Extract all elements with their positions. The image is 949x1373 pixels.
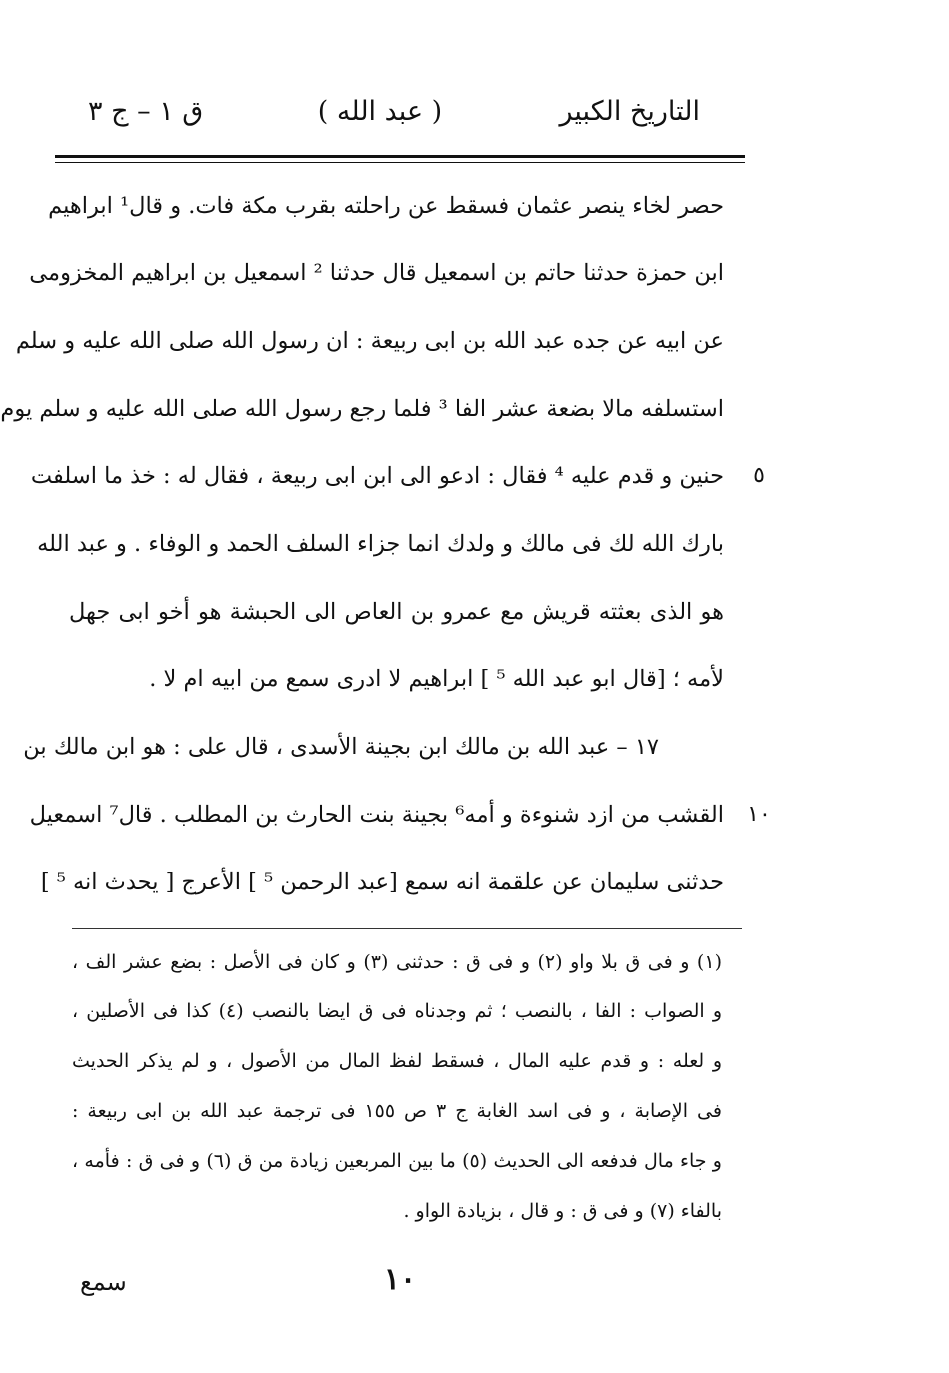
section-title: ( عبد الله ) <box>317 96 443 127</box>
header-rule-thin <box>55 162 745 163</box>
text-line-11: حدثنى سليمان عن علقمة انه سمع [عبد الرحمن ⁵ ] الأعرج [ يحدث انه ⁵ ] <box>40 869 724 895</box>
running-header <box>60 96 700 146</box>
text-line-3: عن ابيه عن جده عبد الله بن ابى ربيعة : ان رسول الله صلى الله عليه و سلم <box>15 328 724 354</box>
header-rule-thick <box>55 155 745 158</box>
page-number: ١٠ <box>383 1262 417 1297</box>
footnote-line-4: فى الإصابة ، و فى اسد الغابة ج ٣ ص ١٥٥ فى ترجمة عبد الله بن ابى ربيعة : <box>72 1100 722 1122</box>
footnote-rule <box>72 928 742 929</box>
line-number-5: ٥ <box>753 463 765 488</box>
footnote-line-2: و الصواب : الفا ، بالنصب ؛ ثم وجدناه فى ق ايضا بالنصب (٤) كذا فى الأصلين ، <box>72 1000 722 1022</box>
text-line-1: حصر لخاء ينصر عثمان فسقط عن راحلته بقرب مكة فات. و قال¹ ابراهيم <box>48 193 724 219</box>
catchword: سمع <box>80 1268 127 1296</box>
text-line-8: لأمه ؛ [قال ابو عبد الله ⁵ ] ابراهيم لا ادرى سمع من ابيه ام لا . <box>149 666 724 692</box>
text-line-9: ١٧ – عبد الله بن مالك ابن بجينة الأسدى ، قال على : هو ابن مالك بن <box>23 734 659 760</box>
volume-label: ق ١ – ج ٣ <box>88 96 204 127</box>
text-line-7: هو الذى بعثته قريش مع عمرو بن العاص الى الحبشة هو أخو ابى جهل <box>69 599 724 625</box>
book-title: التاريخ الكبير <box>559 96 700 127</box>
text-line-2: ابن حمزة حدثنا حاتم بن اسمعيل قال حدثنا ² اسمعيل بن ابراهيم المخزومى <box>29 260 724 286</box>
text-line-6: بارك الله لك فى مالك و ولدك انما جزاء السلف الحمد و الوفاء . و عبد الله <box>37 531 724 557</box>
footnote-line-6: بالفاء (٧) و فى ق : و قال ، بزيادة الواو . <box>403 1200 722 1222</box>
text-line-5: حنين و قدم عليه ⁴ فقال : ادعو الى ابن ابى ربيعة ، فقال له : خذ ما اسلفت <box>30 463 724 489</box>
text-line-10: القشب من ازد شنوءة و أمه⁶ بجينة بنت الحارث بن المطلب . قال⁷ اسمعيل <box>29 802 724 828</box>
footnote-line-3: و لعله : و قدم عليه المال ، فسقط لفظ المال من الأصول ، و لم يذكر الحديث <box>72 1050 722 1072</box>
footnote-line-1: (١) و فى ق بلا واو (٢) و فى ق : حدثنى (٣) و كان فى الأصل : بضع عشر الف ، <box>72 951 722 973</box>
text-line-4: استسلفه مالا بضعة عشر الفا ³ فلما رجع رسول الله صلى الله عليه و سلم يوم <box>0 396 724 422</box>
footnote-line-5: و جاء مال فدفعه الى الحديث (٥) ما بين المربعين زيادة من ق (٦) و فى ق : فأمه ، <box>72 1150 722 1172</box>
line-number-10: ١٠ <box>747 802 771 827</box>
